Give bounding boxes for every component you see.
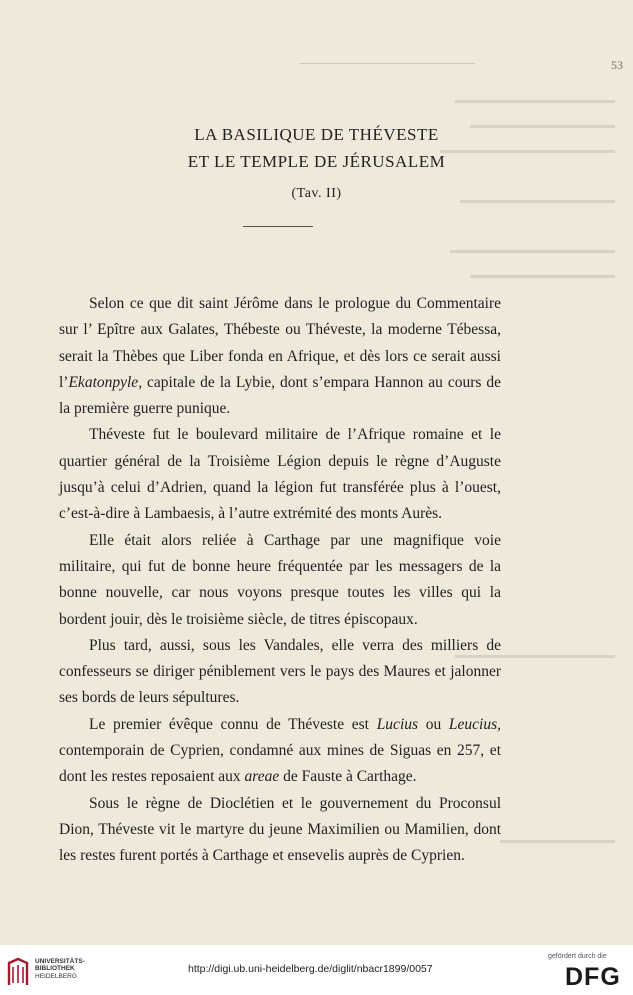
library-name: UNIVERSITÄTS- BIBLIOTHEK HEIDELBERG bbox=[35, 958, 85, 980]
body-text bbox=[59, 291, 501, 870]
university-library-logo-icon[interactable] bbox=[6, 957, 30, 987]
title-line-1: LA BASILIQUE DE THÉVESTE bbox=[194, 125, 439, 144]
paragraph-4: Plus tard, aussi, sous les Vandales, elle verra des milliers de confesseurs se diriger péniblement vers le pays des Maures et jalonner ses bords de leurs sépultures. bbox=[59, 636, 501, 707]
page-number: 53 bbox=[611, 58, 623, 72]
plate-reference: (Tav. II) bbox=[291, 186, 342, 201]
title-rule bbox=[243, 226, 313, 227]
paragraph-3: Elle était alors reliée à Carthage par une magnifique voie militaire, qui fut de bonne heure fréquentée par les messagers de la bonne nouvelle, car nous voyons presque toutes les villes qui la bordent jouir, dès le troisième siècle, de titres épiscopaux. bbox=[59, 531, 501, 628]
title-line-2: ET LE TEMPLE DE JÉRUSALEM bbox=[187, 152, 446, 171]
permalink[interactable]: http://digi.ub.uni-heidelberg.de/diglit/nbacr1899/0057 bbox=[188, 963, 433, 975]
paragraph-1: Selon ce que dit saint Jérôme dans le prologue du Commentaire sur l’ Epître aux Galates, Thébeste ou Théveste, la moderne Tébessa, serait la Thèbes que Liber fonda en Afrique, et dès lors ce serait aussi l’Ekatonpyle, capitale de la Lybie, dont s’empara Hannon au cours de la première guerre punique. bbox=[59, 295, 501, 418]
paragraph-6: Sous le règne de Dioclétien et le gouvernement du Proconsul Dion, Théveste vit le martyre du jeune Maximilien ou Mamilien, dont les restes furent portés à Carthage et ensevelis auprès de Cyprien. bbox=[59, 794, 501, 865]
paragraph-2: Théveste fut le boulevard militaire de l’Afrique romaine et le quartier général de la Troisième Légion depuis le règne d’Auguste jusqu’à celui d’Adrien, quand la légion fut transférée plus à l’ouest, c’est-à-dire à Lambaesis, à l’autre extrémité des monts Aurès. bbox=[59, 426, 501, 523]
running-header-rule bbox=[300, 63, 475, 64]
paragraph-5: Le premier évêque connu de Théveste est Lucius ou Leucius, contemporain de Cyprien, condamné aux mines de Siguas en 257, et dont les restes reposaient aux areae de Fauste à Carthage. bbox=[59, 715, 502, 786]
dfg-logo[interactable]: DFG bbox=[565, 963, 621, 991]
funding-note: gefördert durch die bbox=[548, 953, 607, 960]
